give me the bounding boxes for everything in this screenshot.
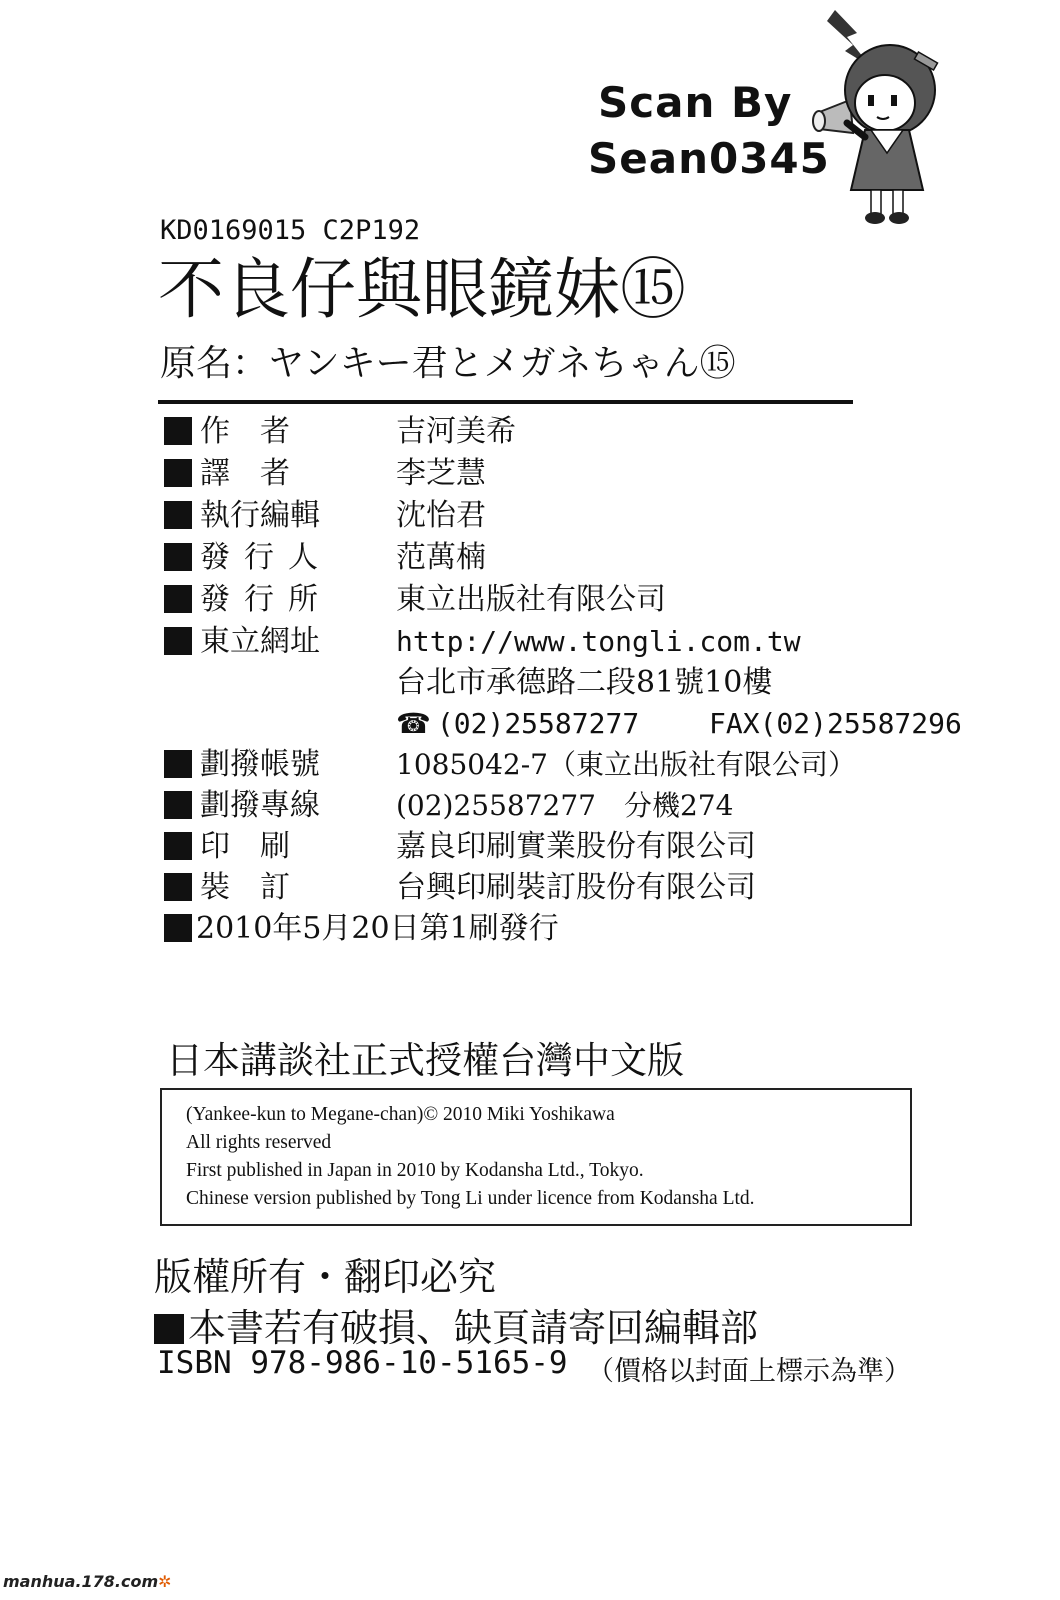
credit-row-publishing-house: [164, 580, 666, 620]
authorization-statement: 日本講談社正式授權台灣中文版: [166, 1039, 684, 1082]
watermark-text: manhua.178.com: [3, 1572, 159, 1591]
bullet-square-icon: [164, 914, 192, 942]
rights-statement: 版權所有・翻印必究: [154, 1255, 497, 1299]
license-line: All rights reserved: [186, 1132, 332, 1153]
publish-date: 2010年5月20日第1刷發行: [196, 911, 559, 946]
product-code: KD0169015 C2P192: [160, 215, 421, 246]
credit-label: 發行所: [200, 582, 332, 617]
star-icon: ✲: [158, 1572, 172, 1591]
license-line: Chinese version published by Tong Li under licence from Kodansha Ltd.: [186, 1188, 755, 1209]
credit-value: 范萬楠: [396, 540, 486, 575]
credit-row-binding: [164, 868, 756, 908]
credit-value: 東立出版社有限公司: [396, 582, 666, 617]
credit-label: 發行人: [200, 540, 332, 575]
credit-row-hotline: [164, 786, 734, 826]
credit-row-publisher: [164, 538, 486, 578]
credit-label: 東立網址: [200, 624, 320, 659]
license-line: First published in Japan in 2010 by Kodansha Ltd., Tokyo.: [186, 1160, 644, 1181]
credit-value: 1085042-7（東立出版社有限公司）: [396, 748, 856, 781]
bullet-square-icon: [164, 873, 192, 901]
credit-value: 嘉良印刷實業股份有限公司: [396, 829, 756, 864]
damage-notice: 本書若有破損、缺頁請寄回編輯部: [188, 1306, 759, 1350]
credit-value: (02)25587277 分機274: [396, 789, 734, 822]
damage-notice-row: [154, 1297, 758, 1352]
address: 台北市承德路二段81號10樓: [396, 665, 773, 700]
license-line: (Yankee-kun to Megane-chan)© 2010 Miki Yoshikawa: [186, 1104, 615, 1125]
publish-date-row: [164, 909, 559, 949]
original-title: 原名：ヤンキー君とメガネちゃん⑮: [160, 343, 736, 384]
credit-row-account: [164, 745, 856, 785]
bullet-square-icon: [164, 501, 192, 529]
credit-value: 吉河美希: [396, 414, 516, 449]
scan-credit-line1: Scan By: [598, 78, 793, 127]
header-divider: [158, 400, 853, 404]
isbn-row: [157, 1345, 957, 1385]
credit-label: 劃撥專線: [200, 788, 320, 823]
mascot-illustration: [805, 5, 960, 230]
bullet-square-icon: [164, 417, 192, 445]
telephone-icon: ☎: [396, 707, 431, 740]
bullet-square-icon: [164, 543, 192, 571]
credit-label: 劃撥帳號: [200, 747, 320, 782]
credit-row-author: [164, 412, 516, 452]
website-link[interactable]: http://www.tongli.com.tw: [396, 625, 801, 658]
fax-number: FAX(02)25587296: [709, 707, 962, 740]
bullet-square-icon: [164, 791, 192, 819]
credit-value: 沈怡君: [396, 498, 486, 533]
credit-row-website: [164, 622, 801, 662]
credit-label: 裝 訂: [200, 870, 290, 905]
price-note: （價格以封面上標示為準）: [587, 1356, 911, 1387]
isbn: ISBN 978-986-10-5165-9: [157, 1345, 568, 1381]
credit-row-translator: [164, 454, 486, 494]
bullet-square-icon: [164, 832, 192, 860]
credit-label: 譯 者: [200, 456, 290, 491]
credit-label: 執行編輯: [200, 498, 320, 533]
bullet-square-icon: [164, 459, 192, 487]
bullet-square-icon: [164, 585, 192, 613]
book-title: 不良仔與眼鏡妹⑮: [158, 251, 686, 328]
credit-value: 台興印刷裝訂股份有限公司: [396, 870, 756, 905]
phone-number: (02)25587277: [436, 707, 640, 740]
scan-credit-line2: Sean0345: [588, 134, 830, 183]
phone: [396, 704, 639, 744]
bullet-square-icon: [154, 1314, 184, 1344]
watermark: [3, 1572, 172, 1591]
bullet-square-icon: [164, 627, 192, 655]
license-box: [160, 1088, 912, 1226]
bullet-square-icon: [164, 750, 192, 778]
credit-label: 作 者: [200, 414, 290, 449]
credit-label: 印 刷: [200, 829, 290, 864]
credit-row-printing: [164, 827, 756, 867]
credit-row-editor: [164, 496, 486, 536]
credit-value: 李芝慧: [396, 456, 486, 491]
